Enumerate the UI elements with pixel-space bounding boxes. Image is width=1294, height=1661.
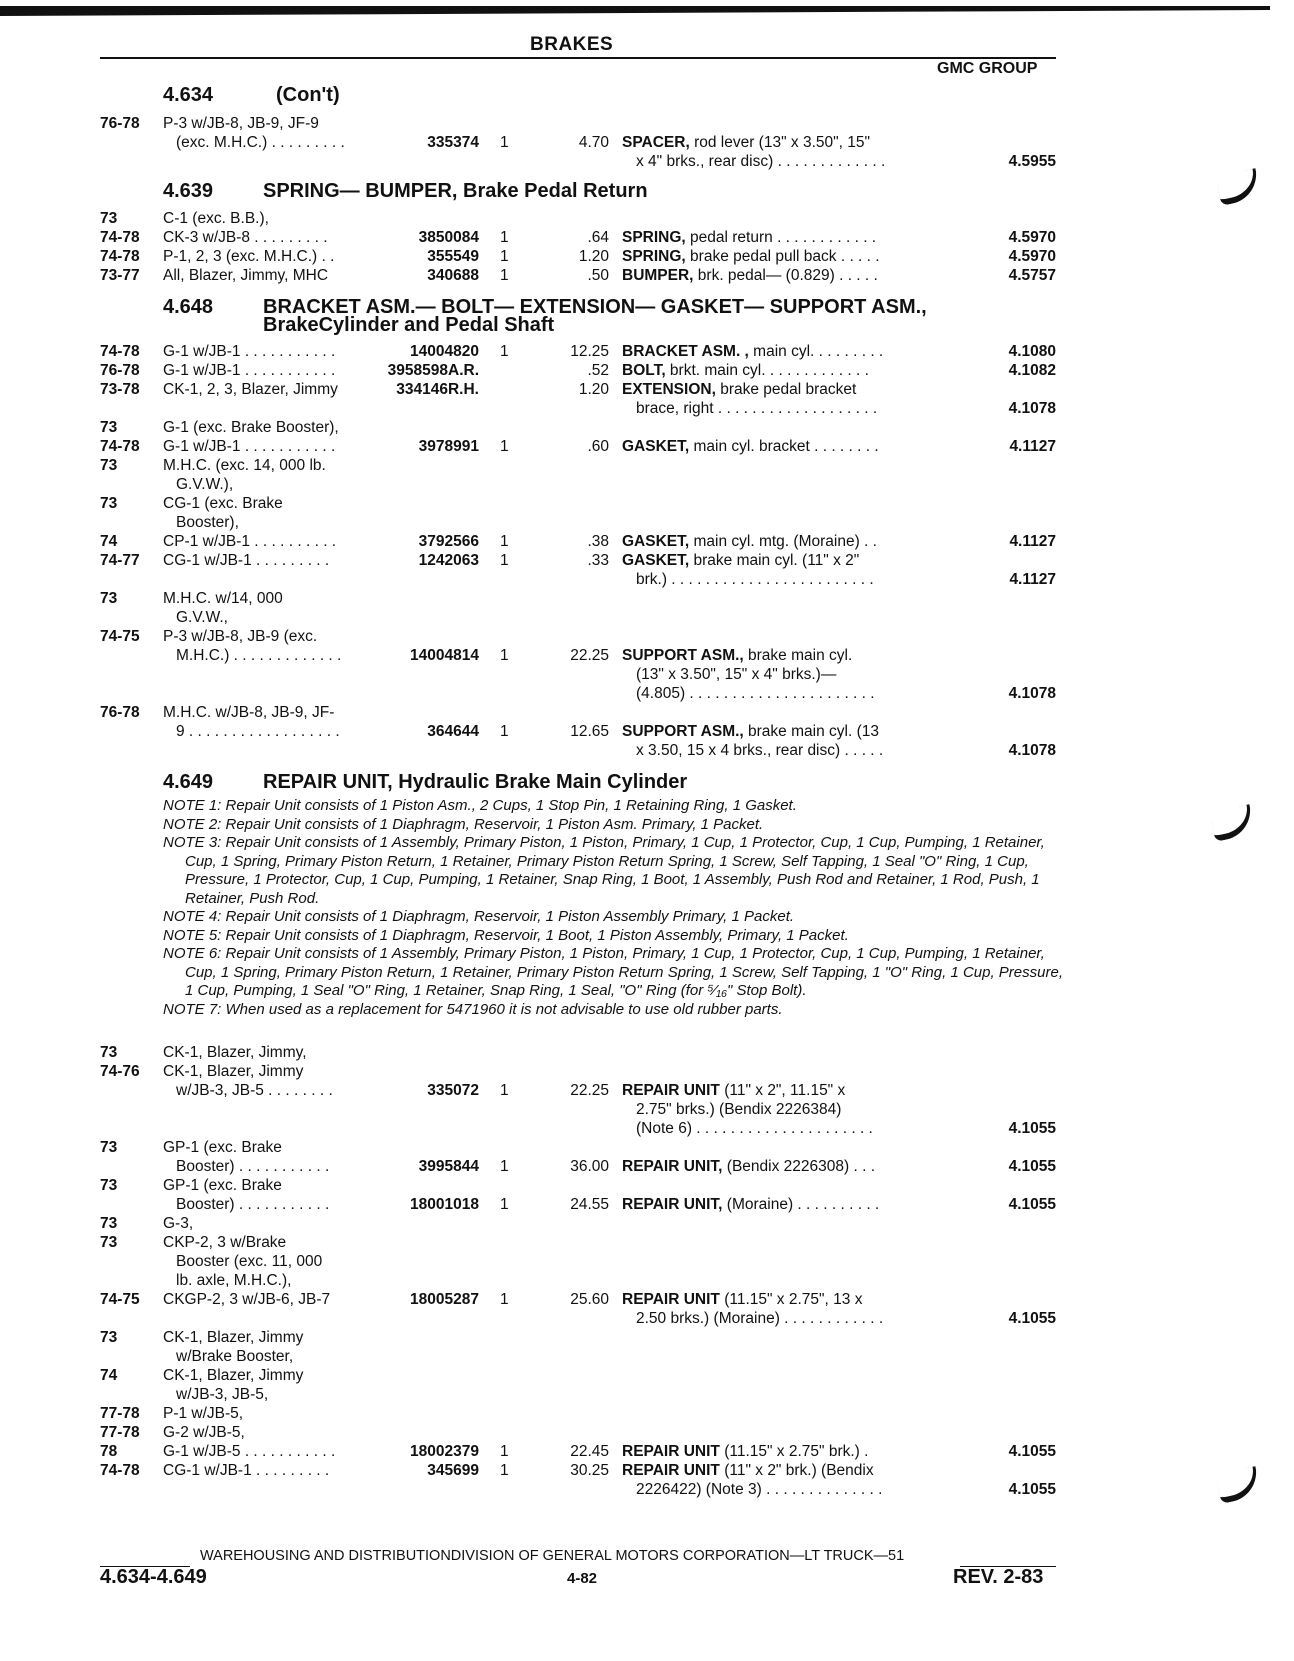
row-price: .50 (587, 267, 609, 284)
table-row (0, 1404, 1294, 1424)
row-application: G-3, (163, 1215, 194, 1232)
row-price: 22.45 (570, 1443, 609, 1460)
row-quantity: 1 (500, 552, 509, 569)
row-application: GP-1 (exc. Brake (163, 1177, 282, 1194)
row-description-text: 2.50 brks.) (Moraine) . . . . . . . . . . . . (636, 1310, 884, 1327)
row-application: M.H.C.) . . . . . . . . . . . . . (176, 647, 342, 664)
row-group-number: 4.1082 (1008, 362, 1056, 379)
row-price: .60 (587, 438, 609, 455)
row-description-text: x 3.50, 15 x 4 brks., rear disc) . . . . . (636, 742, 884, 759)
row-price: 22.25 (570, 647, 609, 664)
row-part-number: 345699 (427, 1462, 479, 1479)
row-description-text: (Bendix 2226308) . . . (722, 1158, 875, 1175)
table-row (0, 1461, 1294, 1481)
row-part-number: 334146R.H. (396, 381, 479, 398)
table-row (0, 1309, 1294, 1329)
row-description-name: REPAIR UNIT, (622, 1158, 723, 1175)
row-price: 1.20 (578, 381, 609, 398)
row-description-text: brk.) . . . . . . . . . . . . . . . . . . . . . . . . (636, 571, 874, 588)
row-description (622, 437, 879, 457)
footer-page-number: 4-82 (567, 1570, 598, 1587)
table-row (0, 456, 1294, 476)
row-description-text: brake main cyl. (743, 647, 853, 664)
note: NOTE 5: Repair Unit consists of 1 Diaphragm, Reservoir, 1 Boot, 1 Piston Assembly, Primary, 1 Packet. (163, 926, 849, 944)
row-description-text: (4.805) . . . . . . . . . . . . . . . . . . . . . . (636, 685, 875, 702)
row-group-number: 4.5970 (1008, 248, 1056, 265)
table-row (0, 342, 1294, 362)
row-group-number: 4.1055 (1008, 1310, 1056, 1327)
row-quantity: 1 (500, 647, 509, 664)
row-description-name: GASKET, (622, 438, 690, 455)
row-application: CG-1 (exc. Brake (163, 495, 283, 512)
row-group-number: 4.5757 (1008, 267, 1056, 284)
row-year: 78 (100, 1443, 118, 1460)
row-description (622, 133, 870, 153)
row-application: CK-1, Blazer, Jimmy (163, 1329, 304, 1346)
table-row (0, 1214, 1294, 1234)
table-row (0, 513, 1294, 533)
row-quantity: 1 (500, 343, 509, 360)
table-row (0, 1328, 1294, 1348)
row-description (622, 1081, 845, 1101)
row-part-number: 1242063 (418, 552, 479, 569)
table-row (0, 1176, 1294, 1196)
row-description (636, 570, 874, 590)
row-part-number: 3995844 (418, 1158, 479, 1175)
row-price: 24.55 (570, 1196, 609, 1213)
row-application: M.H.C. (exc. 14, 000 lb. (163, 457, 326, 474)
row-price: 4.70 (578, 134, 609, 151)
row-description-text: brake main cyl. (11" x 2" (689, 552, 860, 569)
header-rule (100, 57, 1056, 59)
note: NOTE 3: Repair Unit consists of 1 Assembly, Primary Piston, 1 Piston, Primary, 1 Cup, 1 Protector, Cup, 1 Cup, Pumping, 1 Retainer, Cup, 1 Spring, Primary Piston Return, 1 Retainer, Primary Piston Return Spring, 1 Screw, Self Tapping, 1 Seal "O" Ring, 1 Cup, Pressure, 1 Protector, Cup, 1 Cup, Pumping, 1 Retainer, Snap Ring, 1 Boot, 1 Assembly, Push Rod and Retainer, 1 Rod, Push, 1 Retainer, Push Rod. (163, 834, 1045, 907)
row-application: P-3 w/JB-8, JB-9 (exc. (163, 628, 318, 645)
row-quantity: 1 (500, 1462, 509, 1479)
row-group-number: 4.1055 (1008, 1120, 1056, 1137)
row-part-number: 355549 (427, 248, 479, 265)
row-quantity: 1 (500, 1082, 509, 1099)
row-description (622, 551, 859, 571)
row-year: 73 (100, 1177, 118, 1194)
row-year: 76-78 (100, 704, 140, 721)
row-description-name: REPAIR UNIT (622, 1291, 720, 1308)
table-row (0, 228, 1294, 248)
row-year: 74-76 (100, 1063, 140, 1080)
row-quantity: 1 (500, 1158, 509, 1175)
row-price: 1.20 (578, 248, 609, 265)
note: NOTE 1: Repair Unit consists of 1 Piston Asm., 2 Cups, 1 Stop Pin, 1 Retaining Ring, 1 Gasket. (163, 797, 797, 814)
row-description (622, 228, 876, 248)
row-year: 73 (100, 1329, 118, 1346)
row-description-text: (13" x 3.50", 15" x 4" brks.)— (636, 666, 837, 683)
table-row (0, 589, 1294, 609)
row-group-number: 4.1078 (1008, 400, 1056, 417)
row-description-text: (11.15" x 2.75", 13 x (719, 1291, 863, 1308)
table-row (0, 1043, 1294, 1063)
table-row (0, 1100, 1294, 1120)
row-quantity: 1 (500, 438, 509, 455)
row-application: CKP-2, 3 w/Brake (163, 1234, 287, 1251)
row-description (622, 1195, 879, 1215)
table-row (0, 1138, 1294, 1158)
row-application: Booster (exc. 11, 000 (176, 1253, 323, 1270)
row-description (636, 152, 885, 172)
row-application: CG-1 w/JB-1 . . . . . . . . . (163, 552, 330, 569)
row-application: CK-1, Blazer, Jimmy (163, 1367, 304, 1384)
row-description (622, 342, 883, 362)
row-description-text: brk. pedal— (0.829) . . . . . (693, 267, 878, 284)
row-part-number: 14004814 (410, 647, 479, 664)
row-part-number: 335072 (427, 1082, 479, 1099)
row-part-number: 3978991 (418, 438, 479, 455)
row-application: G-1 (exc. Brake Booster), (163, 419, 339, 436)
row-description-text: rod lever (13" x 3.50", 15" (689, 134, 870, 151)
row-quantity: 1 (500, 1443, 509, 1460)
table-row (0, 1233, 1294, 1253)
table-row (0, 741, 1294, 761)
row-price: .33 (587, 552, 609, 569)
table-row (0, 684, 1294, 704)
row-year: 73 (100, 495, 118, 512)
row-application: CK-1, Blazer, Jimmy (163, 1063, 304, 1080)
row-part-number: 3958598A.R. (387, 362, 479, 379)
row-year: 74-75 (100, 628, 140, 645)
row-price: 12.65 (570, 723, 609, 740)
row-year: 74-75 (100, 1291, 140, 1308)
table-row (0, 380, 1294, 400)
table-row (0, 1252, 1294, 1272)
row-application: CG-1 w/JB-1 . . . . . . . . . (163, 1462, 330, 1479)
row-year: 74-78 (100, 1462, 140, 1479)
row-description (622, 247, 880, 267)
row-description-name: SPACER, (622, 134, 690, 151)
row-year: 73 (100, 1044, 118, 1061)
row-application: CKGP-2, 3 w/JB-6, JB-7 (163, 1291, 331, 1308)
row-quantity: 1 (500, 229, 509, 246)
table-row (0, 494, 1294, 514)
row-description-text: (Note 6) . . . . . . . . . . . . . . . . . . . . . (636, 1120, 873, 1137)
table-row (0, 646, 1294, 666)
row-quantity: 1 (500, 134, 509, 151)
group-label: GMC GROUP (937, 60, 1038, 77)
row-group-number: 4.1127 (1009, 571, 1056, 588)
row-description-text: 2.75" brks.) (Bendix 2226384) (636, 1101, 842, 1118)
row-application: P-1, 2, 3 (exc. M.H.C.) . . (163, 248, 335, 265)
notes-block (163, 797, 1063, 1019)
row-year: 73 (100, 1139, 118, 1156)
row-description-name: SPRING, (622, 248, 686, 265)
row-application: lb. axle, M.H.C.), (176, 1272, 292, 1289)
row-description (636, 1480, 882, 1500)
row-group-number: 4.1078 (1008, 742, 1056, 759)
row-part-number: 3792566 (418, 533, 479, 550)
table-row (0, 551, 1294, 571)
row-year: 74 (100, 1367, 118, 1384)
table-row (0, 1385, 1294, 1405)
row-description-text: pedal return . . . . . . . . . . . . (685, 229, 877, 246)
row-year: 73 (100, 590, 118, 607)
row-description-text: brkt. main cyl. . . . . . . . . . . . . (665, 362, 869, 379)
row-group-number: 4.1055 (1008, 1196, 1056, 1213)
row-application: Booster) . . . . . . . . . . . (176, 1196, 330, 1213)
footer-revision: REV. 2-83 (953, 1566, 1044, 1588)
row-application: G-1 w/JB-1 . . . . . . . . . . . (163, 362, 336, 379)
row-quantity: 1 (500, 533, 509, 550)
row-application: All, Blazer, Jimmy, MHC (163, 267, 329, 284)
table-row (0, 152, 1294, 172)
row-part-number: 18002379 (410, 1443, 479, 1460)
page-top-rule (0, 6, 1270, 16)
row-year: 74-78 (100, 248, 140, 265)
table-row (0, 266, 1294, 286)
row-description-name: SUPPORT ASM., (622, 723, 744, 740)
row-application: w/Brake Booster, (176, 1348, 294, 1365)
row-year: 74-78 (100, 438, 140, 455)
note: NOTE 4: Repair Unit consists of 1 Diaphragm, Reservoir, 1 Piston Assembly Primary, 1 Packet. (163, 908, 795, 925)
row-group-number: 4.5955 (1008, 153, 1056, 170)
row-year: 73 (100, 210, 118, 227)
row-part-number: 364644 (427, 723, 479, 740)
row-group-number: 4.1127 (1009, 438, 1056, 455)
footer-publisher: WAREHOUSING AND DISTRIBUTIONDIVISION OF GENERAL MOTORS CORPORATION—LT TRUCK—51 (200, 1548, 905, 1564)
row-application: CK-3 w/JB-8 . . . . . . . . . (163, 229, 328, 246)
row-quantity: 1 (500, 267, 509, 284)
row-application: CK-1, 2, 3, Blazer, Jimmy (163, 381, 338, 398)
row-description-text: main cyl. bracket . . . . . . . . (689, 438, 879, 455)
row-description-name: BRACKET ASM. , (622, 343, 749, 360)
table-row (0, 247, 1294, 267)
row-part-number: 340688 (427, 267, 479, 284)
row-description-text: (11" x 2", 11.15" x (719, 1082, 846, 1099)
row-application: Booster), (176, 514, 239, 531)
table-row (0, 627, 1294, 647)
row-description-text: (11" x 2" brk.) (Bendix (719, 1462, 874, 1479)
table-row (0, 1290, 1294, 1310)
row-group-number: 4.5970 (1008, 229, 1056, 246)
table-row (0, 399, 1294, 419)
table-row (0, 437, 1294, 457)
row-year: 73-78 (100, 381, 140, 398)
row-application: M.H.C. w/14, 000 (163, 590, 283, 607)
row-year: 74-78 (100, 343, 140, 360)
row-year: 73 (100, 419, 118, 436)
row-application: M.H.C. w/JB-8, JB-9, JF- (163, 704, 335, 721)
table-row (0, 703, 1294, 723)
row-description-text: main cyl. mtg. (Moraine) . . (689, 533, 877, 550)
row-quantity: 1 (500, 1196, 509, 1213)
row-part-number: 18001018 (410, 1196, 479, 1213)
row-year: 74 (100, 533, 118, 550)
row-description-name: GASKET, (622, 552, 690, 569)
row-group-number: 4.1055 (1008, 1481, 1056, 1498)
row-quantity: 1 (500, 1291, 509, 1308)
row-description (636, 1100, 841, 1120)
punch-mark (1209, 804, 1255, 842)
table-row (0, 114, 1294, 134)
table-row (0, 361, 1294, 381)
row-description-text: brake pedal pull back . . . . . (685, 248, 880, 265)
row-year: 77-78 (100, 1424, 140, 1441)
row-application: G.V.W., (176, 609, 228, 626)
row-application: CK-1, Blazer, Jimmy, (163, 1044, 307, 1061)
table-row (0, 133, 1294, 153)
row-price: 22.25 (570, 1082, 609, 1099)
row-year: 73-77 (100, 267, 140, 284)
row-application: G-2 w/JB-5, (163, 1424, 245, 1441)
row-description-name: GASKET, (622, 533, 690, 550)
row-description-text: brace, right . . . . . . . . . . . . . . . . . . . (636, 400, 878, 417)
table-row (0, 475, 1294, 495)
table-row (0, 665, 1294, 685)
row-year: 73 (100, 457, 118, 474)
table-row (0, 1423, 1294, 1443)
row-description (622, 266, 878, 286)
row-part-number: 14004820 (410, 343, 479, 360)
row-application: P-1 w/JB-5, (163, 1405, 244, 1422)
row-year: 76-78 (100, 115, 140, 132)
footer-range: 4.634-4.649 (100, 1566, 207, 1588)
row-application: G-1 w/JB-5 . . . . . . . . . . . (163, 1443, 336, 1460)
page-title: BRAKES (530, 34, 614, 55)
table-row (0, 1347, 1294, 1367)
row-group-number: 4.1080 (1008, 343, 1056, 360)
row-description (636, 665, 836, 685)
row-description-name: REPAIR UNIT (622, 1082, 720, 1099)
row-application: CP-1 w/JB-1 . . . . . . . . . . (163, 533, 337, 550)
row-quantity: 1 (500, 723, 509, 740)
row-application: Booster) . . . . . . . . . . . (176, 1158, 330, 1175)
row-description (622, 532, 877, 552)
row-part-number: 3850084 (418, 229, 479, 246)
row-description-name: REPAIR UNIT, (622, 1196, 723, 1213)
row-description (622, 361, 869, 381)
row-application: C-1 (exc. B.B.), (163, 210, 269, 227)
row-application: G-1 w/JB-1 . . . . . . . . . . . (163, 343, 336, 360)
table-row (0, 570, 1294, 590)
table-row (0, 532, 1294, 552)
row-application: G-1 w/JB-1 . . . . . . . . . . . (163, 438, 336, 455)
row-year: 77-78 (100, 1405, 140, 1422)
row-description-text: brake pedal bracket (715, 381, 857, 398)
row-price: .52 (587, 362, 609, 379)
row-description (622, 1461, 874, 1481)
row-description-text: 2226422) (Note 3) . . . . . . . . . . . . . . (636, 1481, 883, 1498)
table-row (0, 722, 1294, 742)
table-row (0, 1195, 1294, 1215)
row-year: 76-78 (100, 362, 140, 379)
row-description (636, 1309, 883, 1329)
row-description (636, 1119, 873, 1139)
note: NOTE 7: When used as a replacement for 5471960 it is not advisable to use old rubber parts. (163, 1000, 783, 1018)
row-description-name: EXTENSION, (622, 381, 716, 398)
row-year: 74-78 (100, 229, 140, 246)
row-description-name: REPAIR UNIT (622, 1462, 720, 1479)
row-description (622, 380, 856, 400)
row-application: w/JB-3, JB-5, (176, 1386, 269, 1403)
table-row (0, 209, 1294, 229)
row-part-number: 335374 (427, 134, 479, 151)
table-row (0, 1081, 1294, 1101)
row-application: G.V.W.), (176, 476, 234, 493)
row-description-name: REPAIR UNIT (622, 1443, 720, 1460)
table-row (0, 1062, 1294, 1082)
table-row (0, 1480, 1294, 1500)
note: NOTE 6: Repair Unit consists of 1 Assembly, Primary Piston, 1 Piston, Primary, 1 Cup, 1 Protector, Cup, 1 Cup, Pumping, 1 Retainer, Cup, 1 Spring, Primary Piston Return, 1 Retainer, Primary Piston Return Spring, 1 Screw, Self Tapping, 1 "O" Ring, 1 Cup, Pressure, 1 Cup, Pumping, 1 Seal "O" Ring, 1 Retainer, Snap Ring, 1 Seal, "O" Ring (for ⁵⁄₁₆" Stop Bolt). (163, 945, 1063, 999)
row-description-name: BOLT, (622, 362, 666, 379)
table-row (0, 418, 1294, 438)
row-description (622, 1290, 862, 1310)
row-application: w/JB-3, JB-5 . . . . . . . . (176, 1082, 333, 1099)
row-application: GP-1 (exc. Brake (163, 1139, 282, 1156)
row-year: 73 (100, 1215, 118, 1232)
table-row (0, 1119, 1294, 1139)
row-year: 73 (100, 1234, 118, 1251)
row-application: (exc. M.H.C.) . . . . . . . . . (176, 134, 345, 151)
row-part-number: 18005287 (410, 1291, 479, 1308)
row-description-text: brake main cyl. (13 (743, 723, 879, 740)
row-description-text: x 4" brks., rear disc) . . . . . . . . . . . . . (636, 153, 886, 170)
row-year: 74-77 (100, 552, 140, 569)
row-description (622, 646, 852, 666)
row-description (622, 1442, 868, 1462)
row-group-number: 4.1127 (1009, 533, 1056, 550)
row-application: 9 . . . . . . . . . . . . . . . . . . (176, 723, 340, 740)
row-price: 30.25 (570, 1462, 609, 1479)
row-description (636, 684, 875, 704)
table-row (0, 1271, 1294, 1291)
table-row (0, 1442, 1294, 1462)
row-price: .64 (587, 229, 609, 246)
table-row (0, 1157, 1294, 1177)
row-price: 25.60 (570, 1291, 609, 1308)
row-price: .38 (587, 533, 609, 550)
row-group-number: 4.1055 (1008, 1158, 1056, 1175)
row-group-number: 4.1055 (1008, 1443, 1056, 1460)
row-description-text: (11.15" x 2.75" brk.) . (719, 1443, 869, 1460)
table-row (0, 608, 1294, 628)
row-quantity: 1 (500, 248, 509, 265)
row-description-name: SUPPORT ASM., (622, 647, 744, 664)
row-description-text: main cyl. . . . . . . . . (748, 343, 884, 360)
row-description (622, 722, 879, 742)
row-description (622, 1157, 875, 1177)
row-price: 12.25 (570, 343, 609, 360)
punch-mark (1215, 168, 1261, 206)
row-description-name: BUMPER, (622, 267, 694, 284)
row-description-text: (Moraine) . . . . . . . . . . (722, 1196, 880, 1213)
row-description-name: SPRING, (622, 229, 686, 246)
row-description (636, 741, 883, 761)
note: NOTE 2: Repair Unit consists of 1 Diaphragm, Reservoir, 1 Piston Asm. Primary, 1 Packet. (163, 815, 764, 833)
row-description (636, 399, 877, 419)
table-row (0, 1366, 1294, 1386)
row-application: P-3 w/JB-8, JB-9, JF-9 (163, 115, 319, 132)
row-group-number: 4.1078 (1008, 685, 1056, 702)
row-price: 36.00 (570, 1158, 609, 1175)
